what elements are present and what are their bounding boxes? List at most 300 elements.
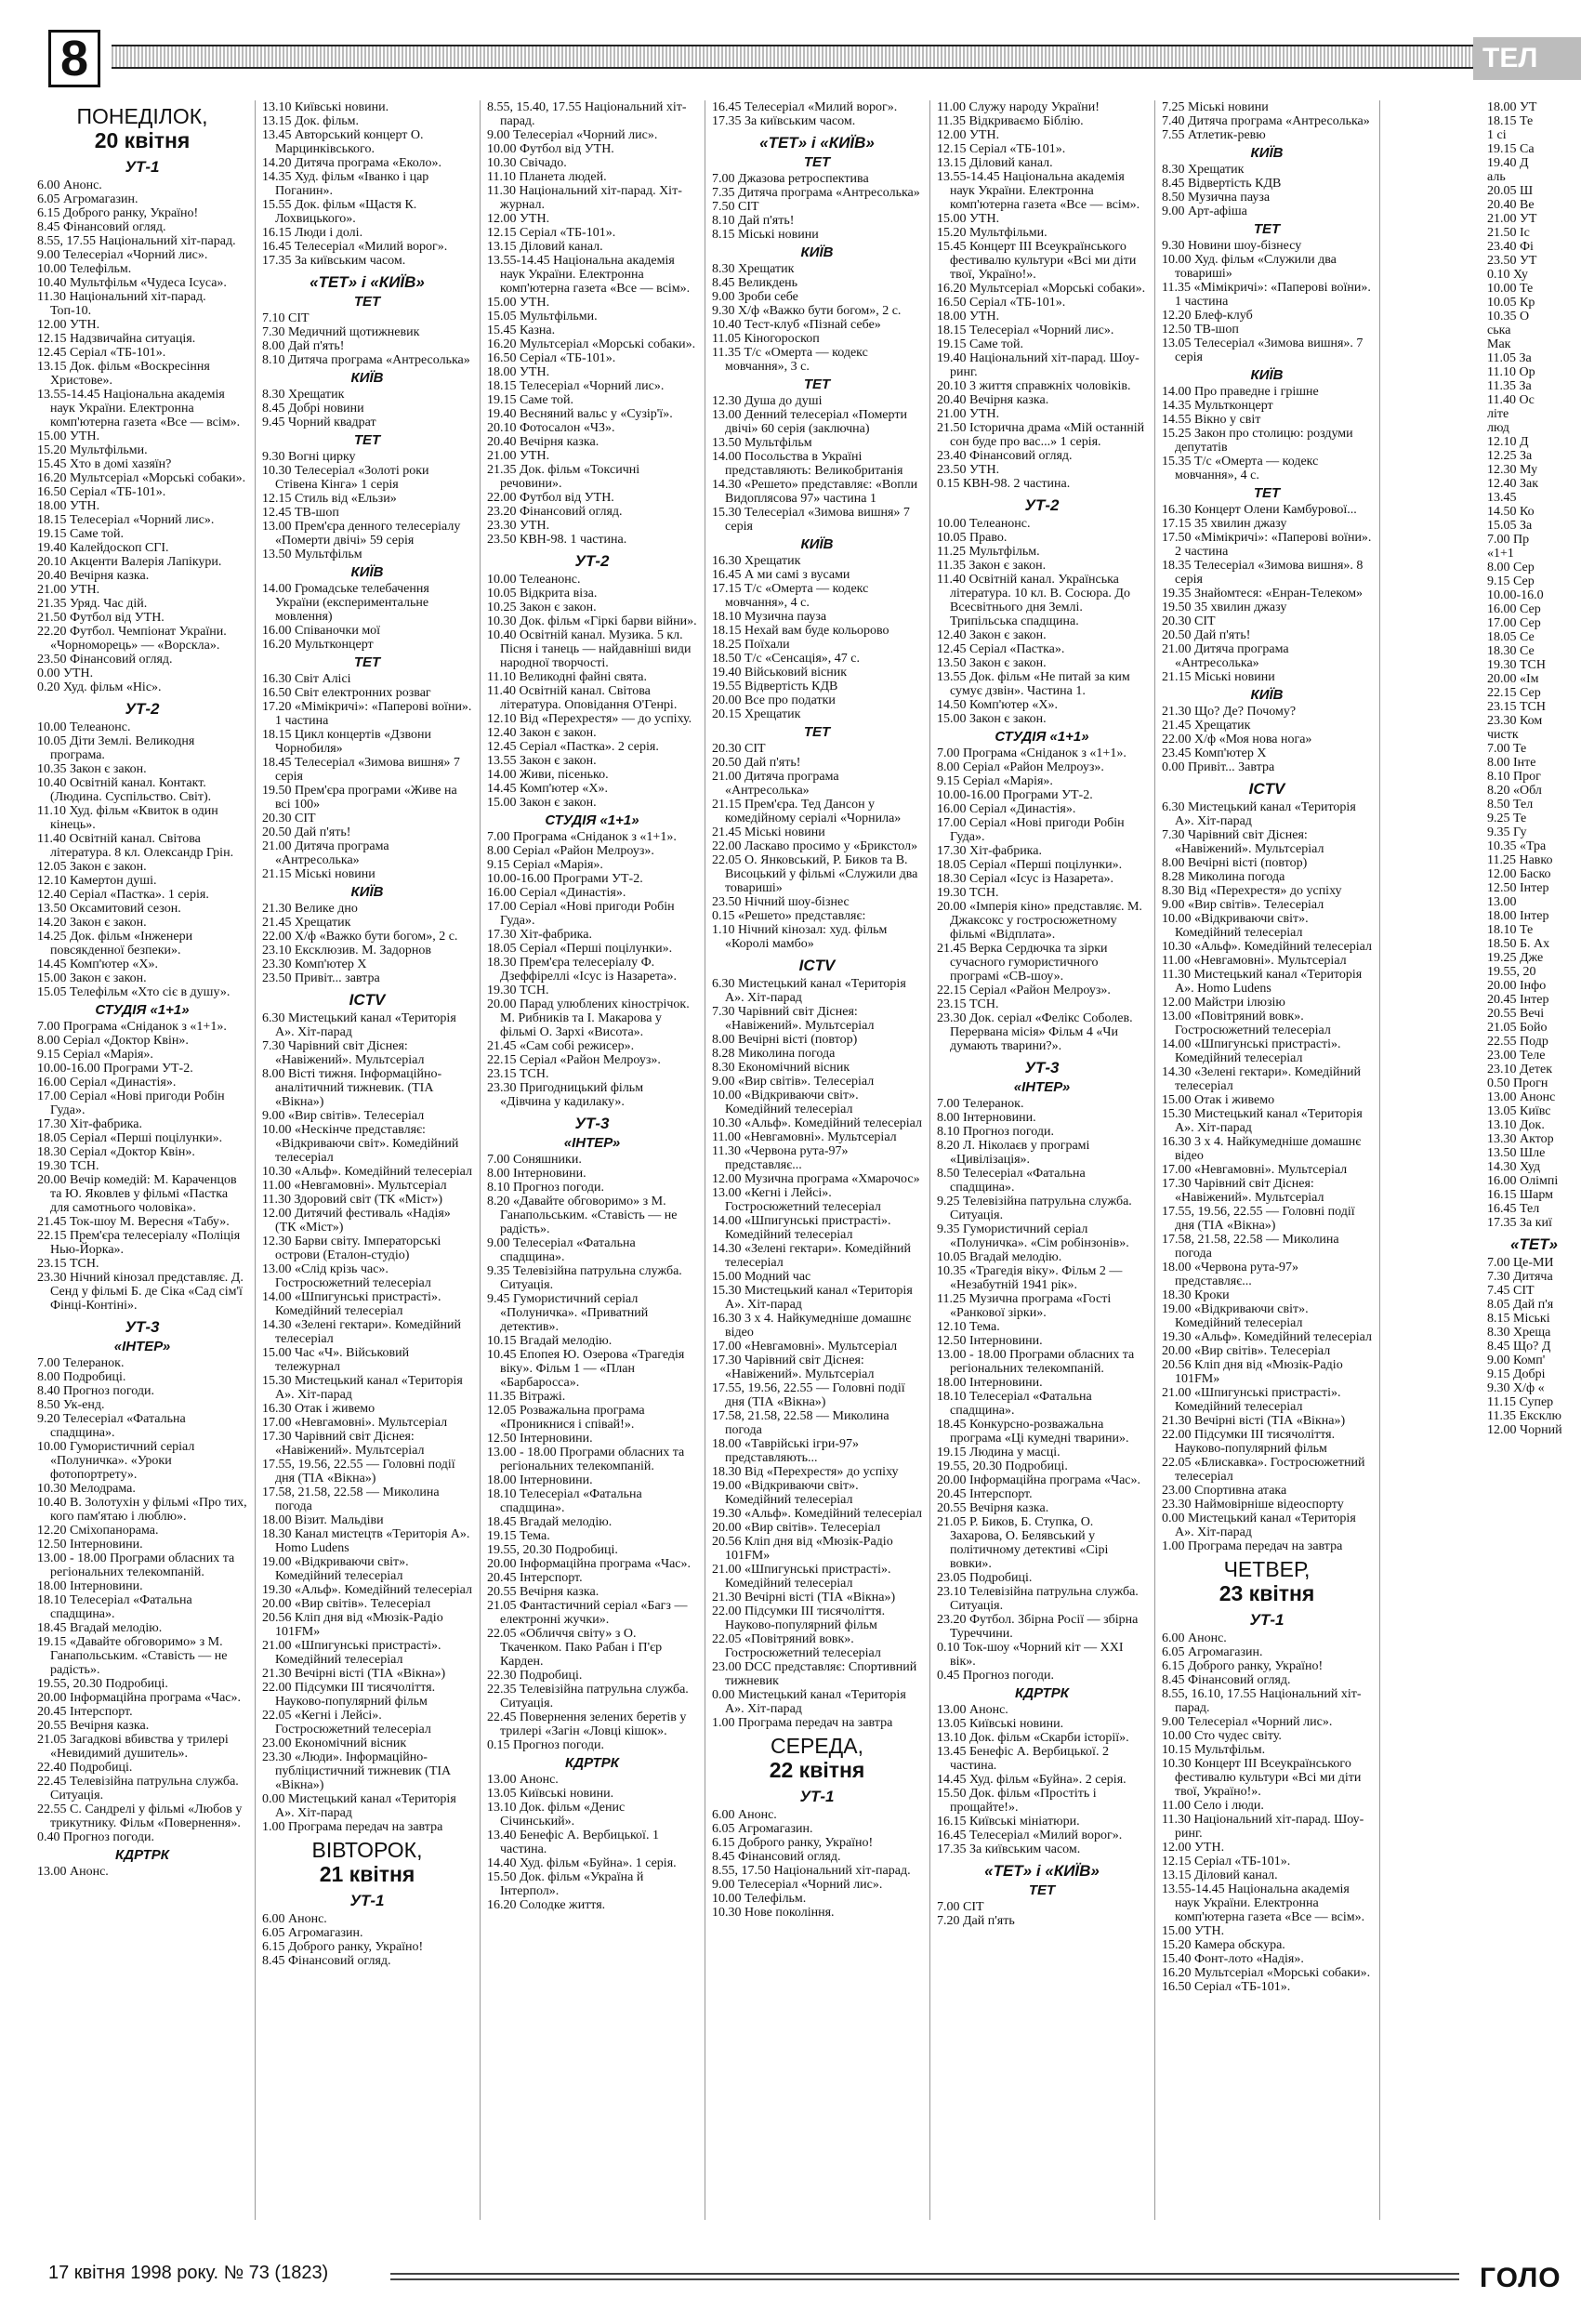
program-entry: 8.15 Міські новини — [712, 228, 819, 242]
program-entry: 22.05 «Блискавка». Гостросюжетний телесеріал — [1162, 1456, 1365, 1484]
program-entry: 21.30 Вечірні вісті (ТІА «Вікна») — [1162, 1414, 1346, 1428]
program-entry: 12.25 За — [1487, 449, 1533, 463]
day-heading — [712, 1734, 922, 1782]
program-entry: 23.00 Економічний вісник — [262, 1736, 407, 1750]
channel-subheading: СТУДІЯ «1+1» — [995, 729, 1089, 745]
program-entry: 19.15 Людина у масці. — [937, 1446, 1061, 1459]
program-entry: 21.00 Дитяча програма «Антресолька» — [262, 839, 389, 867]
program-entry: 17.15 35 хвилин джазу — [1162, 517, 1287, 531]
program-entry: 19.00 «Відкриваючи світ». Комедійний телесеріал — [712, 1479, 859, 1507]
program-entry: 20.30 СІТ — [262, 812, 316, 825]
program-entry: 12.05 Закон є закон. — [37, 860, 147, 874]
program-entry: 18.00 Інтерновини. — [937, 1376, 1043, 1390]
program-entry: 11.35 Закон є закон. — [937, 559, 1047, 573]
program-entry: 12.05 Розважальна програма «Проникнися і співай!». — [487, 1404, 645, 1432]
program-entry: 22.05 О. Янковський, Р. Биков та В. Висоцький у фільмі «Служили два товариші» — [712, 853, 918, 895]
program-entry: 0.00 Мистецький канал «Територія А». Хіт-парад — [262, 1792, 456, 1820]
program-entry: 18.00 УТН. — [937, 310, 1000, 324]
program-entry: 18.05 Серіал «Перші поцілунки». — [487, 942, 673, 956]
program-entry: 9.00 Телесеріал «Чорний лис». — [1162, 1715, 1333, 1729]
program-entry: 12.15 Стиль від «Ельзи» — [262, 492, 397, 506]
program-entry: Мак — [1487, 337, 1511, 351]
program-entry: аль — [1487, 170, 1506, 184]
program-entry: 7.30 Дитяча — [1487, 1270, 1553, 1284]
program-entry: 18.30 Серіал «Ісус із Назарета». — [937, 872, 1114, 886]
program-entry: 21.45 Хрещатик — [262, 916, 351, 930]
program-entry: 18.30 Прем'єра телесеріалу Ф. Дзеффіреллі «Ісус із Назарета». — [487, 956, 677, 984]
program-entry: 21.45 Верка Сердючка та зірки сучасного гумористичного програмі «СВ-шоу». — [937, 942, 1108, 984]
program-entry: 7.00 Це-МИ — [1487, 1256, 1554, 1270]
program-entry: 16.00 Серіал «Династія». — [487, 886, 626, 900]
program-entry: 8.00 Інтерновини. — [487, 1167, 586, 1181]
program-entry: 20.55 Вечірня казка. — [487, 1585, 599, 1599]
program-entry: 21.05 Фантастичний серіал «Багз — електронні жучки». — [487, 1599, 688, 1627]
program-entry: 20.50 Дай п'ять! — [262, 825, 351, 839]
program-entry: 18.10 Телесеріал «Фатальна спадщина». — [37, 1593, 192, 1621]
program-entry: 8.55, 16.10, 17.55 Національний хіт-парад. — [1162, 1687, 1362, 1715]
channel-subheading: «ІНТЕР» — [113, 1339, 171, 1354]
program-entry: 22.00 Підсумки III тисячоліття. Науково-популярний фільм — [1162, 1428, 1336, 1456]
program-entry: 10.05 Діти Землі. Великодня програма. — [37, 734, 195, 762]
program-entry: 0.10 Ху — [1487, 268, 1528, 282]
program-entry: 7.00 Програма «Сніданок з «1+1». — [37, 1020, 227, 1034]
program-entry: 21.05 Р. Биков, Б. Ступка, О. Захарова, О. Белявський у політичному детективі «Сірі вовки». — [937, 1515, 1109, 1571]
column-divider — [480, 100, 481, 2220]
program-entry: 20.05 Ш — [1487, 184, 1534, 198]
program-entry: 10.35 «Трагедія віку». Фільм 2 — «Незабутній 1941 рік». — [937, 1264, 1123, 1292]
program-entry: 16.50 Серіал «ТБ-101». — [1162, 1980, 1291, 1994]
program-entry: 23.30 Комп'ютер X — [262, 957, 367, 971]
program-entry: 18.10 Телесеріал «Фатальна спадщина». — [937, 1390, 1092, 1418]
program-entry: 8.05 Дай п'я — [1487, 1298, 1554, 1312]
program-entry: 19.40 Д — [1487, 156, 1529, 170]
program-entry: 12.00 Майстри ілюзію — [1162, 996, 1285, 1010]
program-entry: 9.15 Серіал «Марія». — [37, 1048, 153, 1062]
program-entry: 20.00 «Вир світів». Телесеріал — [262, 1597, 431, 1611]
program-entry: 16.20 Солодке життя. — [487, 1898, 606, 1912]
program-entry: 11.40 Освітній канал. Світова література. 8 кл. Олександр Грін. — [37, 832, 234, 860]
column-divider — [929, 100, 930, 2220]
program-entry: 17.15 Т/с «Омерта — кодекс мовчання», 4 с. — [712, 582, 869, 610]
program-entry: 7.00 СІТ — [937, 1900, 984, 1914]
channel-subheading: КДРТРК — [115, 1847, 169, 1863]
program-entry: 19.30 «Альф». Комедійний телесеріал — [1162, 1330, 1372, 1344]
program-entry: 14.50 Комп'ютер «Х». — [937, 698, 1058, 712]
program-entry: 15.30 Мистецький канал «Територія А». Хіт-парад — [262, 1374, 463, 1402]
program-column — [1162, 100, 1372, 2220]
program-entry: 10.40 Освітній канал. Музика. 5 кл. Пісня і танець — найдавніші види народної творчості. — [487, 628, 692, 670]
program-entry: 21.05 Бойо — [1487, 1021, 1548, 1035]
program-entry: 23.15 ТСН. — [937, 997, 999, 1011]
program-entry: 18.30 Серіал «Доктор Квін». — [37, 1145, 195, 1159]
channel-heading: УТ-2 — [574, 552, 610, 570]
program-entry: 18.30 Канал мистецтв «Територія А». Homo Ludens — [262, 1527, 470, 1555]
program-entry: 19.40 Весняний вальс у «Сузір'ї». — [487, 407, 673, 421]
program-entry: 7.00 Джазова ретроспектива — [712, 172, 869, 186]
program-entry: 6.30 Мистецький канал «Територія А». Хіт-парад — [712, 977, 906, 1005]
program-entry: 11.30 Національний хіт-парад. Шоу-ринг. — [1162, 1813, 1364, 1841]
program-entry: 11.25 Навко — [1487, 853, 1553, 867]
program-entry: 11.25 Мультфільм. — [937, 545, 1040, 559]
program-entry: 11.35 «Мімікричі»: «Паперові воїни». 1 частина — [1162, 281, 1371, 309]
program-entry: 17.00 Серіал «Нові пригоди Робін Гуда». — [937, 816, 1125, 844]
program-entry: 16.50 Серіал «ТБ-101». — [937, 296, 1066, 310]
program-entry: 13.15 Діловий канал. — [1162, 1868, 1278, 1882]
program-entry: 7.00 Програма «Сніданок з «1+1». — [937, 746, 1126, 760]
program-entry: 7.35 Дитяча програма «Антресолька» — [712, 186, 920, 200]
program-entry: 8.55, 15.40, 17.55 Національний хіт-парад. — [487, 100, 687, 128]
program-entry: 22.40 Подробиці. — [37, 1761, 133, 1775]
program-entry: 21.15 Міські новини — [1162, 670, 1275, 684]
program-entry: літе — [1487, 407, 1509, 421]
program-entry: 10.00 Телеанонс. — [937, 517, 1031, 531]
program-entry: 17.00 «Невгамовні». Мультсеріал — [262, 1416, 448, 1430]
program-entry: 13.55 Док. фільм «Не питай за ким сумує дзвін». Частина 1. — [937, 670, 1130, 698]
program-entry: 18.15 Телесеріал «Чорний лис». — [487, 379, 665, 393]
program-entry: 6.00 Анонс. — [262, 1912, 327, 1926]
program-entry: 12.15 Надзвичайна ситуація. — [37, 332, 196, 346]
program-entry: 15.35 Т/с «Омерта — кодекс мовчання», 4 с. — [1162, 455, 1319, 482]
program-entry: 21.15 Прем'єра. Тед Дансон у комедійному серіалі «Чорнила» — [712, 798, 902, 825]
program-entry: 7.10 СІТ — [262, 311, 310, 325]
program-entry: 15.20 Мультфільми. — [937, 226, 1047, 240]
program-entry: 18.45 Вгадай мелодію. — [487, 1515, 613, 1529]
program-entry: 18.05 Серіал «Перші поцілунки». — [37, 1131, 223, 1145]
program-entry: 10.40 Тест-клуб «Пізнай себе» — [712, 318, 881, 332]
program-entry: 13.00 Прем'єра денного телесеріалу «Померти двічі» 59 серія — [262, 520, 461, 548]
program-entry: 17.58, 21.58, 22.58 — Миколина погода — [262, 1486, 440, 1513]
program-entry: 9.30 Х/ф « — [1487, 1381, 1545, 1395]
program-entry: 12.00 Музична програма «Хмарочос» — [712, 1172, 920, 1186]
program-entry: 14.30 Худ — [1487, 1160, 1541, 1174]
program-entry: 23.50 Нічний шоу-бізнес — [712, 895, 850, 909]
program-entry: 17.30 Чарівний світ Діснея: «Навіжений». Мультсеріал — [262, 1430, 425, 1458]
program-entry: 9.15 Серіал «Марія». — [937, 774, 1053, 788]
program-entry: 17.30 Хіт-фабрика. — [37, 1117, 142, 1131]
program-entry: 9.00 Телесеріал «Чорний лис». — [712, 1878, 883, 1892]
program-entry: 17.00 «Невгамовні». Мультсеріал — [712, 1340, 898, 1353]
program-entry: 9.00 Арт-афіша — [1162, 205, 1247, 218]
program-entry: 17.00 Сер — [1487, 616, 1541, 630]
program-entry: 11.00 Служу народу України! — [937, 100, 1100, 114]
program-entry: 18.00 Інтерновини. — [487, 1473, 593, 1487]
program-entry: 18.05 Серіал «Перші поцілунки». — [937, 858, 1123, 872]
program-entry: 12.40 Закон є закон. — [487, 726, 597, 740]
program-entry: 0.40 Прогноз погоди. — [37, 1830, 154, 1844]
program-entry: 19.15 Са — [1487, 142, 1535, 156]
program-entry: 14.00 Живи, пісенько. — [487, 768, 609, 782]
program-entry: 13.50 Закон є закон. — [937, 656, 1047, 670]
program-entry: 23.40 Фі — [1487, 240, 1534, 254]
program-entry: 13.45 Авторський концерт О. Марцинківського. — [262, 128, 424, 156]
program-entry: 10.35 О — [1487, 310, 1530, 324]
program-entry: 15.40 Фонт-лото «Надія». — [1162, 1952, 1304, 1966]
program-entry: 1 сі — [1487, 128, 1507, 142]
program-entry: 19.25 Дже — [1487, 951, 1544, 965]
channel-heading: ICTV — [349, 991, 386, 1009]
program-entry: 8.00 Інтерновини. — [937, 1111, 1036, 1125]
program-entry: 16.45 Телесеріал «Милий ворог». — [262, 240, 448, 254]
program-entry: 13.10 Київські новини. — [262, 100, 389, 114]
program-entry: 8.50 Ук-енд. — [37, 1398, 105, 1412]
program-entry: 8.10 Дитяча програма «Антресолька» — [262, 353, 470, 367]
program-entry: 19.15 Саме той. — [487, 393, 574, 407]
program-entry: 8.45 Фінансовий огляд. — [37, 220, 166, 234]
program-entry: 21.50 Іс — [1487, 226, 1530, 240]
channel-heading: УТ-1 — [1249, 1611, 1285, 1629]
program-entry: 15.25 Закон про столицю: роздуми депутатів — [1162, 427, 1353, 455]
program-entry: 10.15 Вгадай мелодію. — [487, 1334, 613, 1348]
program-entry: 7.00 Програма «Сніданок з «1+1». — [487, 830, 677, 844]
program-entry: 12.00 Баско — [1487, 867, 1551, 881]
program-entry: 19.55, 20.30 Подробиці. — [937, 1459, 1068, 1473]
program-entry: 20.00 «Вир світів». Телесеріал — [1162, 1344, 1331, 1358]
program-entry: 20.00 Інформаційна програма «Час». — [37, 1691, 242, 1705]
program-entry: 16.00 Серіал «Династія». — [37, 1076, 177, 1089]
program-entry: 23.50 УТ — [1487, 254, 1537, 268]
day-name: ЧЕТВЕР, — [1223, 1557, 1311, 1581]
column-divider — [1154, 100, 1155, 2220]
program-entry: 6.15 Доброго ранку, Україно! — [37, 206, 199, 220]
program-entry: 19.30 ТСН. — [937, 886, 999, 900]
program-entry: 12.20 Блеф-клуб — [1162, 309, 1253, 323]
program-entry: 16.30 Світ Алісі — [262, 672, 351, 686]
program-entry: 22.35 Телевізійна патрульна служба. Ситуація. — [487, 1683, 689, 1710]
program-entry: 10.30 Док. фільм «Гіркі барви війни». — [487, 614, 697, 628]
program-entry: 10.05 Право. — [937, 531, 1008, 545]
program-entry: 19.55, 20.30 Подробиці. — [37, 1677, 168, 1691]
program-entry: 11.05 За — [1487, 351, 1532, 365]
program-entry: 22.15 Прем'єра телесеріалу «Поліція Нью-Йорка». — [37, 1229, 241, 1257]
program-entry: 19.30 «Альф». Комедійний телесеріал — [712, 1507, 922, 1521]
program-entry: 23.15 ТСН. — [487, 1067, 549, 1081]
program-entry: 19.30 ТСН. — [37, 1159, 99, 1173]
channel-subheading: ТЕТ — [1253, 485, 1281, 501]
program-entry: 20.00 Інфо — [1487, 979, 1547, 993]
program-entry: 15.00 Отак і живемо — [1162, 1093, 1275, 1107]
program-entry: 17.58, 21.58, 22.58 — Миколина погода — [1162, 1233, 1339, 1261]
program-entry: 20.50 Дай п'ять! — [712, 756, 801, 770]
program-entry: 8.00 Серіал «Район Мелроуз». — [937, 760, 1104, 774]
program-entry: 8.00 Дай п'ять! — [262, 339, 345, 353]
program-entry: 20.00 «Імперія кіно» представляє. М. Джаксокс у гостросюжетному фільмі «Відплата». — [937, 900, 1142, 942]
program-entry: 16.30 Хрещатик — [712, 554, 801, 568]
program-entry: 15.45 Концерт III Всеукраїнського фестивалю культури «Всі ми діти твої, Україно!». — [937, 240, 1137, 282]
program-entry: 20.00 «Ім — [1487, 672, 1539, 686]
program-entry: 14.30 «Зелені гектари». Комедійний телесеріал — [262, 1318, 461, 1346]
program-entry: 14.35 Мультконцерт — [1162, 399, 1273, 413]
program-entry: 21.15 Міські новини — [262, 867, 375, 881]
program-entry: 8.20 Л. Ніколаєв у програмі «Цивілізація». — [937, 1139, 1090, 1167]
channel-subheading: ТЕТ — [353, 432, 381, 448]
program-entry: 10.00 Телеанонс. — [37, 720, 131, 734]
program-entry: 18.35 Телесеріал «Зимова вишня». 8 серія — [1162, 559, 1364, 587]
program-entry: 11.10 Ор — [1487, 365, 1535, 379]
program-entry: 10.00 Телеанонс. — [487, 573, 581, 587]
channel-heading: УТ-3 — [1024, 1059, 1060, 1076]
program-entry: 19.30 ТСН. — [487, 984, 549, 997]
day-heading — [37, 104, 247, 152]
program-entry: чистк — [1487, 728, 1519, 742]
program-entry: 21.50 Історична драма «Мій останній сон буде про вас...» 1 серія. — [937, 421, 1145, 449]
program-entry: 23.30 Пригодницький фільм «Дівчина у кадилаку». — [487, 1081, 644, 1109]
program-entry: 23.30 Нічний кінозал представляє. Д. Сенд у фільмі Б. де Сіка «Сад сім'ї Фінці-Контіні». — [37, 1271, 244, 1313]
program-entry: 16.45 А ми самі з вусами — [712, 568, 850, 582]
program-entry: 20.15 Хрещатик — [712, 707, 801, 721]
program-entry: 8.00 Інте — [1487, 756, 1536, 770]
program-entry: люд — [1487, 421, 1509, 435]
program-entry: 8.00 Вечірні вісті (повтор) — [1162, 856, 1308, 870]
program-entry: «1+1 — [1487, 547, 1514, 561]
program-entry: 13.55-14.45 Національна академія наук України. Електронна комп'ютерна газета «Все — всім». — [487, 254, 691, 296]
program-entry: 12.50 Інтерновини. — [37, 1538, 143, 1552]
program-entry: 11.30 Національний хіт-парад. Топ-10. — [37, 290, 206, 318]
program-entry: 0.15 Прогноз погоди. — [487, 1738, 604, 1752]
program-entry: 21.00 «Шпигунські пристрасті». Комедійний телесеріал — [1162, 1386, 1341, 1414]
program-entry: 15.50 Док. фільм «Україна й Інтерпол». — [487, 1870, 644, 1898]
program-entry: 19.15 Саме той. — [37, 527, 125, 541]
program-entry: 23.00 Теле — [1487, 1049, 1546, 1063]
program-entry: 9.35 Гумористичний серіал «Полуничка». «Сім робінзонів». — [937, 1222, 1129, 1250]
program-entry: 8.00 Серіал «Район Мелроуз». — [487, 844, 654, 858]
program-entry: 7.30 Чарівний світ Діснея: «Навіжений». Мультсеріал — [262, 1039, 425, 1067]
program-entry: 17.55, 19.56, 22.55 — Головні події дня (ТІА «Вікна») — [1162, 1205, 1355, 1233]
program-entry: 9.00 Телесеріал «Чорний лис». — [37, 248, 208, 262]
channel-subheading: КИЇВ — [800, 244, 834, 260]
program-entry: 20.56 Кліп дня від «Мюзік-Радіо 101FM» — [262, 1611, 443, 1639]
program-entry: 13.00 «Повітряний вовк». Гостросюжетний телесеріал — [1162, 1010, 1331, 1037]
program-entry: 19.55, 20 — [1487, 965, 1536, 979]
channel-subheading: ТЕТ — [803, 154, 831, 170]
program-entry: 16.00 Серіал «Династія». — [937, 802, 1076, 816]
program-entry: 13.00 Анонс. — [37, 1865, 109, 1879]
program-entry: 12.50 Інтерновини. — [487, 1432, 593, 1446]
program-entry: 13.45 Бенефіс А. Вербицької. 2 частина. — [937, 1745, 1109, 1773]
program-entry: 23.40 Фінансовий огляд. — [937, 449, 1073, 463]
program-entry: 16.30 Концерт Олени Камбурової... — [1162, 503, 1357, 517]
program-entry: 20.40 Вечірня казка. — [937, 393, 1049, 407]
program-entry: 10.30 Нове покоління. — [712, 1906, 835, 1920]
program-entry: 18.30 Від «Перехрестя» до успіху — [712, 1465, 899, 1479]
program-entry: 0.00 Привіт... Завтра — [1162, 760, 1275, 774]
program-entry: 9.25 Те — [1487, 812, 1527, 825]
program-entry: 0.20 Худ. фільм «Ніс». — [37, 680, 162, 694]
program-entry: 14.20 Дитяча програма «Еколо». — [262, 156, 442, 170]
program-entry: 13.00 Анонс. — [937, 1703, 1008, 1717]
program-entry: 14.00 Громадське телебачення України (експериментальне мовлення) — [262, 582, 429, 624]
program-entry: 13.00 «Слід крізь час». Гостросюжетний телесеріал — [262, 1262, 431, 1290]
program-entry: 21.00 «Шпигунські пристрасті». Комедійний телесеріал — [712, 1563, 891, 1591]
program-entry: 10.05 Кр — [1487, 296, 1535, 310]
program-entry: 15.05 Мультфільми. — [487, 310, 598, 324]
program-entry: 20.56 Кліп дня від «Мюзік-Радіо 101FM» — [1162, 1358, 1343, 1386]
program-entry: 18.00 Візит. Мальдіви — [262, 1513, 384, 1527]
program-entry: 8.30 Хреща — [1487, 1326, 1551, 1340]
program-entry: 12.10 Д — [1487, 435, 1529, 449]
program-entry: 21.35 Док. фільм «Токсичні речовини». — [487, 463, 640, 491]
program-entry: 10.05 Вгадай мелодію. — [937, 1250, 1062, 1264]
program-entry: 16.30 3 х 4. Найкумедніше домашнє відео — [712, 1312, 912, 1340]
program-entry: 11.15 Супер — [1487, 1395, 1554, 1409]
program-entry: 16.45 Телесеріал «Милий ворог». — [937, 1829, 1123, 1842]
program-entry: 8.10 Прогноз погоди. — [487, 1181, 604, 1195]
program-entry: 19.00 «Відкриваючи світ». Комедійний телесеріал — [262, 1555, 409, 1583]
channel-heading: «ТЕТ» і «КИЇВ» — [984, 1862, 1100, 1880]
program-entry: 6.00 Анонс. — [37, 178, 102, 192]
channel-heading: «ТЕТ» і «КИЇВ» — [310, 273, 425, 291]
program-entry: 1.00 Програма передач на завтра — [262, 1820, 443, 1834]
program-entry: 23.15 ТСН — [1487, 700, 1546, 714]
program-entry: 10.00 Худ. фільм «Служили два товариші» — [1162, 253, 1337, 281]
program-entry: 19.40 Калейдоскоп СГІ. — [37, 541, 169, 555]
program-entry: 22.15 Серіал «Район Мелроуз». — [487, 1053, 661, 1067]
program-entry: 11.30 «Червона рута-97» представляє... — [712, 1144, 849, 1172]
program-entry: 17.00 Серіал «Нові пригоди Робін Гуда». — [37, 1089, 225, 1117]
program-entry: 13.15 Діловий канал. — [937, 156, 1053, 170]
program-entry: 16.00 Олімпі — [1487, 1174, 1559, 1188]
program-column — [937, 100, 1147, 2220]
program-entry: 18.30 Кроки — [1162, 1288, 1230, 1302]
program-entry: 11.40 Освітній канал. Українська література. 10 кл. В. Сосюра. До Всесвітнього дня Землі. Трипільська спадщина. — [937, 573, 1130, 628]
program-entry: 13.50 Мультфільм — [712, 436, 812, 450]
program-entry: 9.25 Телевізійна патрульна служба. Ситуація. — [937, 1195, 1132, 1222]
program-entry: 15.20 Камера обскура. — [1162, 1938, 1285, 1952]
program-entry: 15.45 Хто в домі хазяїн? — [37, 457, 172, 471]
program-entry: 11.10 Худ. фільм «Квиток в один кінець». — [37, 804, 218, 832]
program-entry: 14.45 Комп'ютер «Х». — [487, 782, 608, 796]
program-entry: 15.30 Мистецький канал «Територія А». Хіт-парад — [712, 1284, 913, 1312]
program-entry: 6.15 Доброго ранку, Україно! — [712, 1836, 874, 1850]
program-entry: 10.35 «Тра — [1487, 839, 1547, 853]
program-entry: 8.30 Хрещатик — [712, 262, 795, 276]
program-entry: 11.25 Музична програма «Гості «Ранкової зірки». — [937, 1292, 1112, 1320]
program-entry: 9.15 Сер — [1487, 574, 1535, 588]
program-entry: 6.05 Агромагазин. — [1162, 1645, 1263, 1659]
program-entry: 15.50 Док. фільм «Простіть і прощайте!». — [937, 1787, 1097, 1815]
program-entry: 21.00 УТН. — [487, 449, 550, 463]
program-entry: 23.20 Фінансовий огляд. — [487, 505, 623, 519]
program-entry: 10.25 Закон є закон. — [487, 601, 597, 614]
program-entry: 21.45 Ток-шоу М. Вересня «Табу». — [37, 1215, 230, 1229]
program-entry: 20.55 Вечірня казка. — [37, 1719, 150, 1733]
program-entry: 9.00 «Вир світів». Телесеріал — [1162, 898, 1324, 912]
program-entry: 18.50 Б. Ах — [1487, 937, 1550, 951]
program-entry: 17.35 За київським часом. — [262, 254, 406, 268]
program-entry: 11.35 Вітражі. — [487, 1390, 566, 1404]
program-entry: 17.00 «Невгамовні». Мультсеріал — [1162, 1163, 1348, 1177]
channel-heading: УТ-3 — [125, 1318, 160, 1336]
program-entry: 13.15 Док. фільм. — [262, 114, 360, 128]
program-entry: 12.50 Інтерновини. — [937, 1334, 1043, 1348]
program-entry: 8.28 Миколина погода — [1162, 870, 1285, 884]
program-entry: 22.45 Повернення зелених беретів у трилері «Загін «Ловці кішок». — [487, 1710, 687, 1738]
program-entry: 16.20 Мультсеріал «Морські собаки». — [487, 337, 696, 351]
program-entry: 7.45 СІТ — [1487, 1284, 1535, 1298]
program-entry: 8.00 Вісті тижня. Інформаційно-аналітичний тижневик. (ТІА «Вікна») — [262, 1067, 442, 1109]
program-entry: 23.30 «Люди». Інформаційно-публіцистичний тижневик (ТІА «Вікна») — [262, 1750, 452, 1792]
program-entry: 14.40 Худ. фільм «Буйна». 1 серія. — [487, 1856, 677, 1870]
program-entry: 12.50 Інтер — [1487, 881, 1549, 895]
program-entry: 12.40 Серіал «Пастка». 1 серія. — [37, 888, 209, 902]
program-entry: 11.35 За — [1487, 379, 1532, 393]
program-entry: 9.15 Серіал «Марія». — [487, 858, 603, 872]
program-entry: 11.35 Відкриваємо Біблію. — [937, 114, 1084, 128]
program-entry: 12.00 Дитячий фестиваль «Надія» (ТК «Міст») — [262, 1207, 451, 1235]
channel-subheading: ТЕТ — [1028, 1882, 1056, 1898]
program-entry: 10.30 Телесеріал «Золоті роки Стівена Кінга» 1 серія — [262, 464, 429, 492]
program-entry: 22.55 С. Сандрелі у фільмі «Любов у трикутнику. Фільм «Повернення». — [37, 1802, 243, 1830]
channel-subheading: КИЇВ — [1250, 367, 1284, 383]
